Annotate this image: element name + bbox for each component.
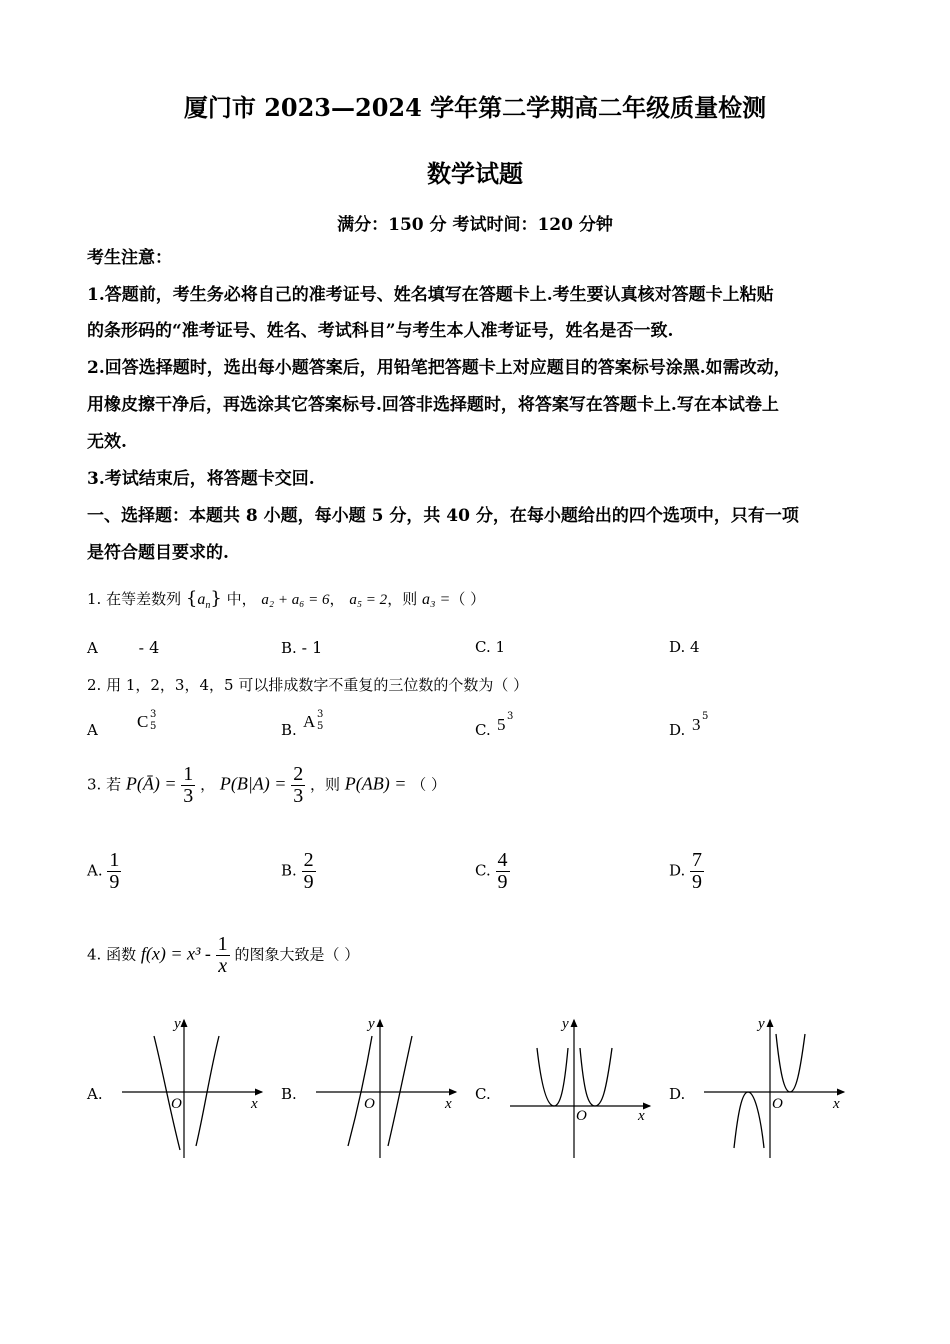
q1-cond2: a₅ = 2 (349, 592, 388, 608)
q4-graph-d[interactable] (700, 1012, 850, 1162)
section-heading: 是符合题目要求的. (87, 543, 229, 563)
option-base: 5 (497, 715, 506, 734)
q1-sep: ， (329, 590, 345, 608)
origin-label: O (171, 1096, 182, 1112)
q3-frac1: $\frac{1}{3}$ (183, 763, 194, 807)
q3-option-b[interactable] (281, 850, 316, 893)
q3-sep: ， (200, 775, 216, 794)
q1-cond1: a₂ + a₆ = 6 (261, 592, 330, 608)
q2-option-b[interactable] (281, 709, 461, 742)
origin-label: O (772, 1096, 783, 1112)
q1-mid: 中， (226, 590, 257, 608)
notice-line: 的条形码的“准考证号、姓名、考试科目”与考生本人准考证号，姓名是否一致. (87, 321, 674, 341)
exam-meta: 满分：150 分 考试时间：120 分钟 (337, 215, 613, 235)
q1-prefix: 1. 在等差数列 (87, 590, 182, 608)
curve-right (776, 1034, 805, 1092)
q3-prefix: 3. 若 (87, 775, 122, 794)
q4-expr: f(x) = x³ - (140, 943, 211, 964)
option-label: D. (669, 721, 686, 739)
option-label: A (87, 639, 98, 657)
curve-right (388, 1036, 412, 1146)
option-label: B. (281, 639, 297, 657)
x-label: x (833, 1096, 840, 1112)
x-label: x (251, 1096, 258, 1112)
q3-option-d[interactable] (669, 850, 704, 893)
option-fraction: $\frac{1}{9}$ (109, 849, 120, 893)
page-subtitle: 数学试题 (427, 159, 523, 188)
option-label: B. (281, 861, 297, 880)
q2-option-d[interactable] (669, 712, 849, 742)
q1-ask: a₃ = (421, 591, 451, 608)
q3-option-c[interactable] (475, 850, 510, 893)
q1-option-d[interactable] (669, 638, 700, 656)
notice-line: 3.考试结束后，将答题卡交回. (87, 469, 315, 489)
option-fraction: $\frac{2}{9}$ (303, 849, 314, 893)
origin-label: O (364, 1096, 375, 1112)
page-title: 厦门市 2023—2024 学年第二学期高二年级质量检测 (183, 93, 767, 122)
option-sup: 3 (317, 709, 324, 720)
option-label: A. (87, 861, 103, 880)
q1-option-c[interactable] (475, 638, 505, 656)
option-fraction: $\frac{4}{9}$ (497, 849, 508, 893)
q1-seq: a (197, 591, 206, 608)
option-value: 1 (495, 638, 506, 656)
curve-left (537, 1048, 568, 1106)
q4-suffix: 的图象大致是（ ） (234, 945, 360, 964)
option-base: 3 (692, 715, 701, 734)
q4-option-a-label[interactable]: A. (87, 1085, 103, 1103)
question-4 (87, 934, 359, 977)
q2-option-a[interactable] (87, 709, 267, 742)
q4-option-c-label[interactable]: C. (475, 1085, 491, 1103)
y-label: y (174, 1016, 181, 1032)
option-base: C (137, 712, 149, 731)
question-1: 1. 在等差数列 $\{a_n\}$ 中， a₂ + a₆ = 6， a₅ = 2，则 a₃ =（ ） (87, 588, 486, 611)
q1-option-a[interactable] (87, 638, 159, 657)
option-sub: 5 (317, 721, 324, 732)
q3-paren: （ ） (411, 775, 446, 794)
section-heading: 一、选择题：本题共 8 小题，每小题 5 分，共 40 分，在每小题给出的四个选项中，只有一项 (87, 506, 799, 526)
q1-option-b[interactable] (281, 638, 322, 657)
q4-graph-a[interactable] (118, 1012, 268, 1162)
notice-line: 无效. (87, 432, 127, 452)
option-fraction: $\frac{7}{9}$ (692, 849, 703, 893)
q3-ask: P(AB) = (344, 773, 407, 794)
curve-left (734, 1092, 764, 1148)
option-value: - 1 (301, 638, 323, 657)
y-label: y (368, 1016, 375, 1032)
q3-expr1: P(Ā) = (125, 773, 177, 794)
q4-graph-c[interactable] (506, 1012, 656, 1162)
q1-paren: （ ） (450, 590, 486, 608)
option-sup: 3 (507, 711, 514, 722)
x-label: x (445, 1096, 452, 1112)
question-2: 2. 用 1，2，3，4，5 可以排成数字不重复的三位数的个数为（ ） (87, 676, 529, 694)
option-label: B. (281, 721, 297, 739)
q2-option-c[interactable] (475, 712, 655, 742)
option-sup: 5 (702, 711, 709, 722)
option-label: D. (669, 861, 686, 880)
option-label: C. (475, 721, 491, 739)
option-label: C. (475, 638, 491, 656)
curve-left (154, 1036, 180, 1150)
q3-expr2: P(B|A) = (219, 773, 287, 794)
q4-option-b-label[interactable]: B. (281, 1085, 297, 1103)
q4-option-d-label[interactable]: D. (669, 1085, 686, 1103)
origin-label: O (576, 1108, 587, 1124)
option-sub: 5 (150, 721, 157, 732)
option-value: 4 (690, 638, 700, 656)
y-label: y (562, 1016, 569, 1032)
q3-option-a[interactable] (87, 850, 121, 893)
notice-line: 2.回答选择题时，选出每小题答案后，用铅笔把答题卡上对应题目的答案标号涂黑.如需改动， (87, 358, 791, 378)
x-label: x (638, 1108, 645, 1124)
q1-seq-sub: n (205, 600, 211, 611)
curve-right (196, 1036, 219, 1146)
q4-frac: $\frac{1}{x}$ (217, 933, 228, 977)
curve-left (348, 1036, 372, 1146)
q1-then: ，则 (387, 590, 418, 608)
option-base: A (303, 712, 316, 731)
curve-right (580, 1048, 612, 1106)
notice-line: 用橡皮擦干净后，再选涂其它答案标号.回答非选择题时，将答案写在答题卡上.写在本试卷上 (87, 395, 779, 415)
notice-heading: 考生注意： (87, 248, 172, 268)
y-label: y (758, 1016, 765, 1032)
option-label: C. (475, 861, 491, 880)
notice-line: 1.答题前，考生务必将自己的准考证号、姓名填写在答题卡上.考生要认真核对答题卡上粘贴 (87, 285, 774, 305)
q3-frac2: $\frac{2}{3}$ (293, 763, 304, 807)
q3-then: ，则 (310, 775, 341, 794)
option-value: - 4 (138, 638, 160, 657)
option-label: D. (669, 638, 686, 656)
q4-graph-b[interactable] (312, 1012, 462, 1162)
option-label: A (87, 721, 98, 739)
q4-prefix: 4. 函数 (87, 945, 137, 964)
option-sup: 3 (150, 709, 157, 720)
question-3 (87, 764, 446, 807)
